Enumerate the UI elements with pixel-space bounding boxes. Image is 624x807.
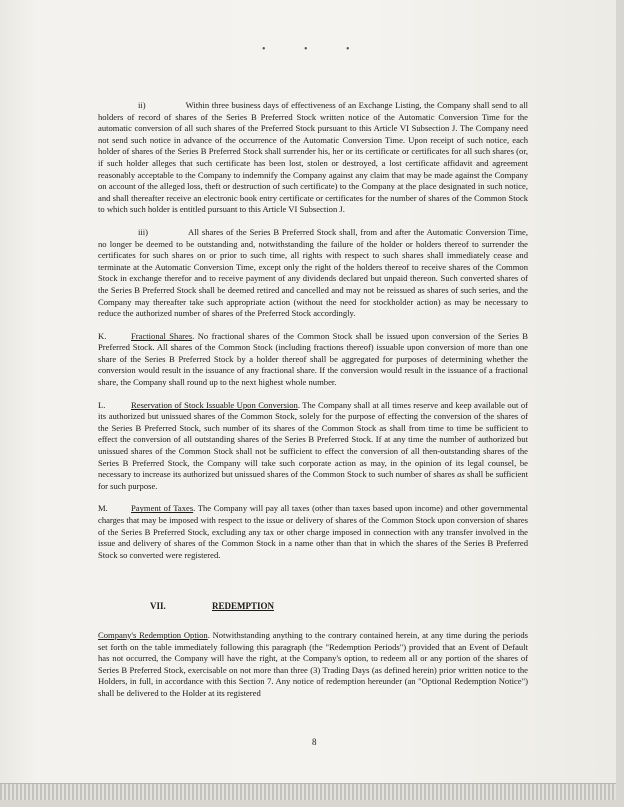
paragraph-iii	[98, 227, 528, 320]
paragraph-l	[98, 400, 528, 493]
paragraph-l-letter: L.	[98, 399, 106, 410]
header-marks: • • •	[262, 44, 368, 55]
paragraph-m-text: . The Company will pay all taxes (other than taxes based upon income) and other governmental charges that may be imposed with respect to the issue or delivery of shares of the Common Stock upon conversion of shares of the Series B Preferred Stock, excluding any tax or other charge imposed in connection with any transfer involved in the issue and delivery of shares of the Common Stock in a name other than that in which the shares of the Series B Preferred Stock so converted were registered.	[98, 503, 528, 560]
paragraph-l-title: Reservation of Stock Issuable Upon Conversion	[131, 399, 298, 410]
paragraph-ii	[98, 100, 528, 216]
paragraph-k-text: . No fractional shares of the Common Stock shall be issued upon conversion of the Series B Preferred Stock. All shares of the Common Stock (including fractions thereof) issuable upon conversion of more than one share of the Series B Preferred Stock by a holder thereof shall be aggregated for purposes of determining whether the conversion would result in the issuance of any fractional share. If the conversion would result in the issuance of a fractional share, the Company shall round up to the next highest whole number.	[98, 330, 528, 388]
paragraph-k	[98, 331, 528, 389]
paragraph-l-as: as	[457, 469, 465, 480]
paragraph-l-text-b: shall be sufficient for such purpose.	[98, 469, 528, 491]
paragraph-k-title: Fractional Shares	[131, 330, 193, 341]
paragraph-m-title: Payment of Taxes	[131, 503, 194, 514]
paragraph-iii-text: All shares of the Series B Preferred Stock shall, from and after the Automatic Conversion Time, no longer be deemed to be outstanding and, notwithstanding the failure of the holder or holders thereof to surrender the certificates for such shares on or prior to such time, all rights with respect to such shares shall immediately cease and terminate at the Automatic Conversion Time, except only the right of the holders thereof to receive shares of the Common Stock in exchange therefor and to receive payment of any dividends declared but unpaid thereon. Such converted shares of the Series B Preferred Stock shall be deemed retired and cancelled and may not be reissued as shares of such series, and the Company may thereafter take such appropriate action (without the need for stockholder action) as may be necessary to reduce the authorized number of shares of the Preferred Stock accordingly.	[98, 226, 528, 319]
paragraph-redemption	[98, 630, 528, 700]
paragraph-l-text-a: . The Company shall at all times reserve and keep available out of its authorized but unissued shares of the Common Stock, solely for the purpose of effecting the conversion of the shares of the Series B Preferred Stock, such number of its shares of the Common Stock as shall from time to time be sufficient to effect the conversion of all outstanding shares of the Series B Preferred Stock. If at any time the number of authorized but unissued shares of the Common Stock shall not be sufficient to effect the conversion of all then-outstanding shares of the Series B Preferred Stock, the Company will take such corporate action as may, in the opinion of its legal counsel, be necessary to increase its authorized but unissued shares of the Common Stock to such number of shares	[98, 399, 529, 480]
paragraph-k-letter: K.	[98, 330, 107, 341]
scan-edge	[0, 783, 616, 800]
page-number: 8	[312, 737, 317, 747]
paragraph-m	[98, 503, 528, 561]
paragraph-iii-label: iii)	[138, 226, 149, 237]
body-text-upper	[98, 100, 528, 572]
body-text-lower	[98, 630, 528, 711]
section-heading	[150, 601, 274, 611]
paragraph-redemption-title: Company's Redemption Option	[98, 630, 208, 640]
paragraph-redemption-text: . Notwithstanding anything to the contrary contained herein, at any time during the periods set forth on the table immediately following this paragraph (the "Redemption Periods") provided that an Event of Default has not occurred, the Company will have the right, at the Company's option, to redeem all or any portion of the shares of Series B Preferred Stock, exercisable on not more than three (3) Trading Days (as defined herein) prior written notice to the Holders, in full, in accordance with this Section 7. Any notice of redemption hereunder (an "Optional Redemption Notice") shall be delivered to the Holder at its registered	[98, 630, 528, 698]
section-title: REDEMPTION	[212, 601, 275, 611]
paragraph-ii-text: Within three business days of effectiveness of an Exchange Listing, the Company shall send to all holders of record of shares of the Series B Preferred Stock written notice of the Automatic Conversion Time for the automatic conversion of all such shares of the Preferred Stock pursuant to this Article VI Subsection J. The Company need not send such notice in advance of the occurrence of the Automatic Conversion Time. Upon receipt of such notice, each holder of shares of the Series B Preferred Stock shall surrender his, her or its certificate or certificates for all such shares (or, if such holder alleges that such certificate has been lost, stolen or destroyed, a lost certificate affidavit and agreement reasonably acceptable to the Company to indemnify the Company against any claim that may be made against the Company on account of the alleged loss, theft or destruction of such certificate) to the Company at the place designated in such notice, and shall thereafter receive an electronic book entry certificate or certificates for the number of shares of the Common Stock to which such holder is entitled pursuant to this Article VI Subsection J.	[98, 100, 528, 215]
paragraph-m-letter: M.	[98, 503, 108, 514]
paragraph-ii-label: ii)	[138, 100, 146, 110]
section-number: VII.	[150, 601, 166, 611]
